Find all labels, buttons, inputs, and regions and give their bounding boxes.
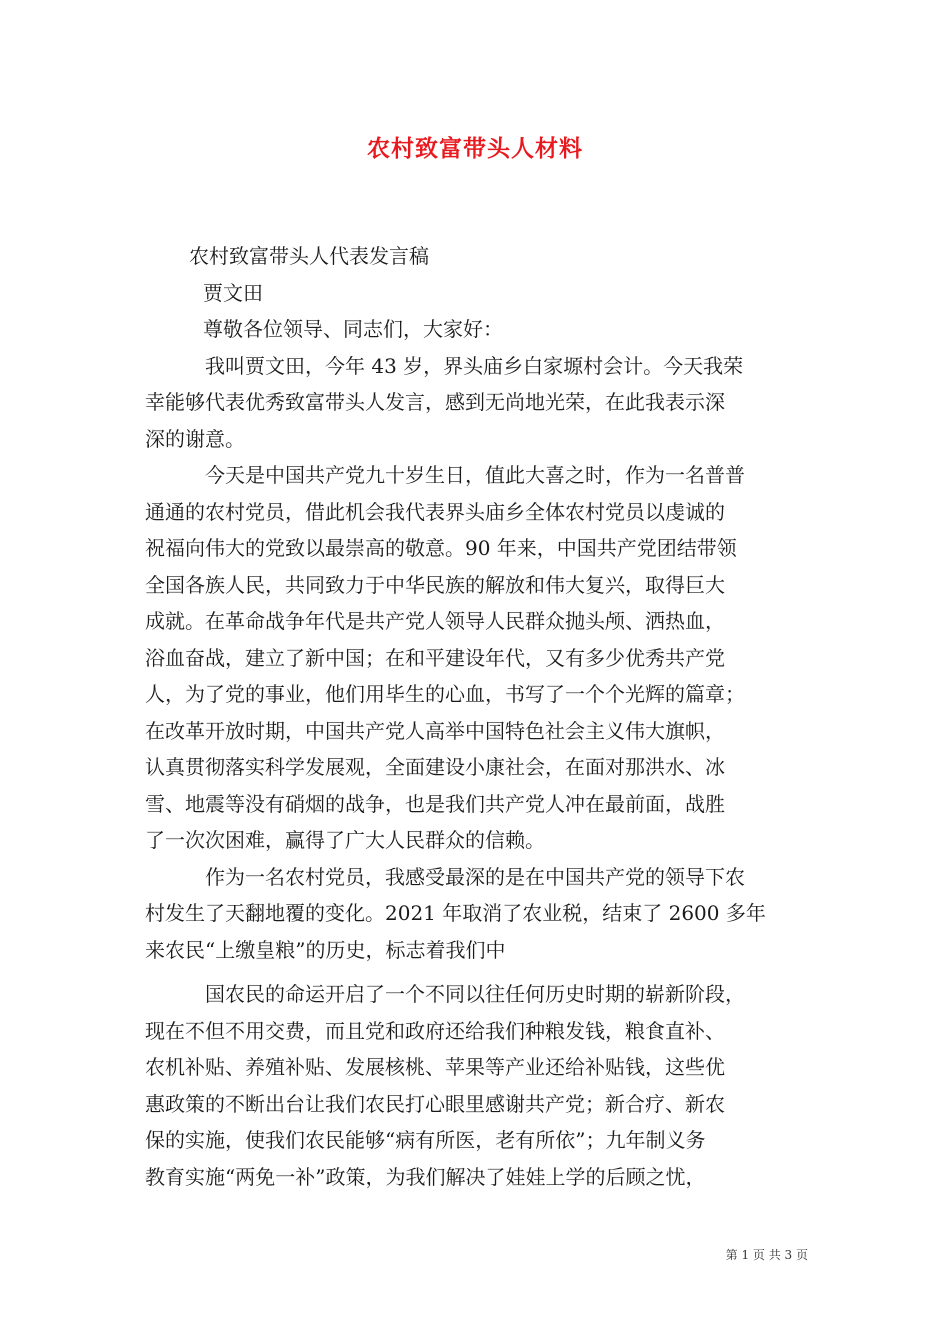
body-line: 农机补贴、养殖补贴、发展核桃、苹果等产业还给补贴钱，这些优 [145, 1055, 725, 1079]
greeting-line [145, 311, 817, 348]
body-line: 雪、地震等没有硝烟的战争，也是我们共产党人冲在最前面，战胜 [145, 791, 725, 816]
greeting: 尊敬各位领导、同志们，大家好： [203, 317, 503, 341]
paragraph-gap [145, 968, 817, 976]
body-line: 现在不但不用交费，而且党和政府还给我们种粮发钱，粮食直补、 [145, 1018, 725, 1043]
document-body [145, 238, 817, 1195]
body-line: 通通的农村党员，借此机会我代表界头庙乡全体农村党员以虔诚的 [145, 499, 725, 524]
body-line: 浴血奋战，建立了新中国；在和平建设年代，又有多少优秀共产党 [145, 645, 725, 670]
body-line: 全国各族人民，共同致力于中华民族的解放和伟大复兴，取得巨大 [145, 572, 725, 597]
body-line: 祝福向伟大的党致以最崇高的敬意。90 年来，中国共产党团结带领 [145, 536, 737, 560]
body-line: 村发生了天翻地覆的变化。2021 年取消了农业税，结束了 2600 多年 [145, 901, 766, 925]
body-line: 在改革开放时期，中国共产党人高举中国特色社会主义伟大旗帜， [145, 718, 725, 743]
body-line: 深的谢意。 [145, 426, 245, 451]
subtitle-line [145, 238, 817, 275]
body-line: 作为一名农村党员，我感受最深的是在中国共产党的领导下农 [185, 864, 745, 889]
body-line: 认真贯彻落实科学发展观，全面建设小康社会，在面对那洪水、冰 [145, 755, 725, 779]
body-line: 来农民“上缴皇粮”的历史，标志着我们中 [145, 937, 506, 962]
body-line: 人，为了党的事业，他们用毕生的心血，书写了一个个光辉的篇章； [145, 682, 745, 706]
body-line: 惠政策的不断出台让我们农民打心眼里感谢共产党；新合疗、新农 [145, 1091, 725, 1116]
author-name: 贾文田 [203, 280, 263, 305]
body-line: 教育实施“两免一补”政策，为我们解决了娃娃上学的后顾之忧， [145, 1164, 706, 1189]
author-line [145, 275, 817, 312]
document-title: 农村致富带头人材料 [367, 135, 583, 162]
body-line: 成就。在革命战争年代是共产党人领导人民群众抛头颅、洒热血， [145, 609, 725, 633]
body-line: 我叫贾文田，今年 43 岁，界头庙乡白家塬村会计。今天我荣 [185, 353, 744, 378]
body-line: 今天是中国共产党九十岁生日，值此大喜之时，作为一名普普 [185, 463, 745, 487]
body-line: 了一次次困难，赢得了广大人民群众的信赖。 [145, 828, 545, 852]
speech-subtitle: 农村致富带头人代表发言稿 [189, 244, 429, 268]
body-line: 国农民的命运开启了一个不同以往任何历史时期的崭新阶段， [185, 982, 745, 1006]
body-line: 幸能够代表优秀致富带头人发言，感到无尚地光荣，在此我表示深 [145, 390, 725, 414]
body-line: 保的实施，使我们农民能够“病有所医，老有所依”；九年制义务 [145, 1128, 706, 1152]
page-number: 第 1 页 共 3 页 [725, 1248, 808, 1262]
